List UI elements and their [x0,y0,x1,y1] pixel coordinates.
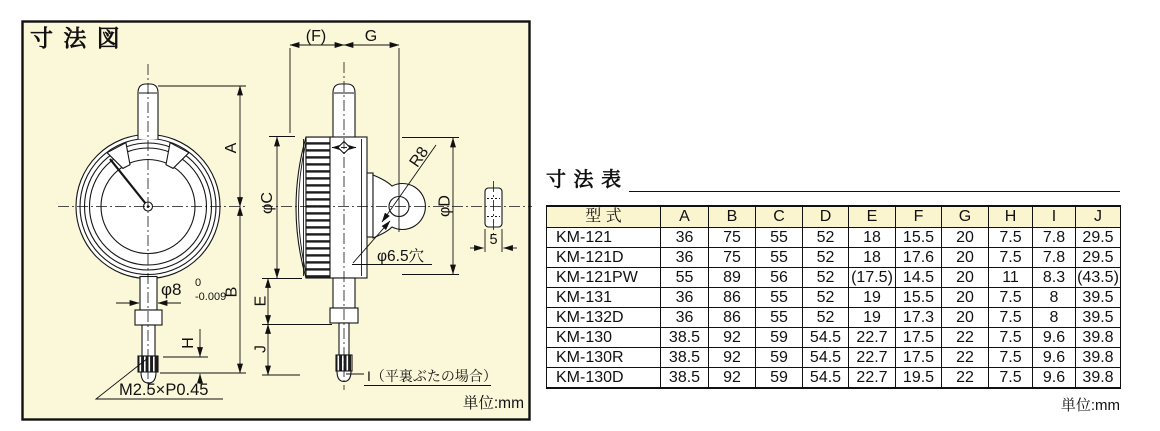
value-cell: 17.3 [896,308,942,328]
value-cell: 20 [942,268,989,288]
model-cell: KM-130D [547,368,661,389]
dimension-diagram [0,0,540,431]
value-cell: 9.6 [1033,328,1076,348]
value-cell: 36 [661,228,709,248]
value-cell: 14.5 [896,268,942,288]
dim-label-G: G [364,28,378,45]
value-cell: 7.5 [989,348,1033,368]
col-header-model: 型 式 [547,206,661,228]
col-header: G [942,206,989,228]
value-cell: 75 [709,248,756,268]
value-cell: (17.5) [849,268,896,288]
value-cell: 54.5 [803,348,849,368]
table-row [547,268,1121,288]
dim-label-F: (F) [305,28,327,45]
value-cell: 86 [709,308,756,328]
col-header: E [849,206,896,228]
value-cell: 39.5 [1076,308,1121,328]
table-row [547,328,1121,348]
col-header: C [756,206,803,228]
table-header-row [547,206,1121,228]
value-cell: 92 [709,368,756,389]
dim-label-phi8: φ8 [161,280,182,299]
table-row [547,348,1121,368]
col-header: B [709,206,756,228]
table-row [547,228,1121,248]
value-cell: 15.5 [896,288,942,308]
dim-label-E: E [252,295,270,307]
model-cell: KM-121 [547,228,661,248]
value-cell: 29.5 [1076,248,1121,268]
value-cell: 92 [709,348,756,368]
value-cell: 7.8 [1033,248,1076,268]
diagram-title: 寸 法 図 [30,25,122,51]
value-cell: 55 [756,288,803,308]
value-cell: 17.5 [896,348,942,368]
model-cell: KM-131 [547,288,661,308]
value-cell: 38.5 [661,328,709,348]
table-title-rule [629,191,1120,192]
dim-label-A: A [223,142,240,154]
table-row [547,308,1121,328]
value-cell: 55 [661,268,709,288]
col-header: D [803,206,849,228]
value-cell: 39.8 [1076,328,1121,348]
i-note-label: I（平裏ぶたの場合） [367,368,497,384]
model-cell: KM-130 [547,328,661,348]
value-cell: 17.5 [896,328,942,348]
value-cell: 8.3 [1033,268,1076,288]
dimension-table [546,205,1121,389]
value-cell: 17.6 [896,248,942,268]
value-cell: 22.7 [849,348,896,368]
col-header: I [1033,206,1076,228]
model-cell: KM-132D [547,308,661,328]
value-cell: 52 [803,248,849,268]
value-cell: (43.5) [1077,269,1119,286]
value-cell: 86 [709,288,756,308]
value-cell: 29.5 [1076,228,1121,248]
value-cell: 55 [756,248,803,268]
value-cell: 9.6 [1033,368,1076,389]
value-cell: 7.5 [989,248,1033,268]
value-cell: 22 [942,328,989,348]
value-cell: 56 [756,268,803,288]
table-unit-note: 単位:mm [1060,397,1120,414]
value-cell: 52 [803,308,849,328]
model-cell: KM-121PW [547,268,661,288]
value-cell: 54.5 [803,368,849,389]
dim-label-phiD: φD [436,195,454,217]
table-row [547,368,1121,389]
value-cell: 54.5 [803,328,849,348]
value-cell: 19 [849,288,896,308]
value-cell: 22 [942,368,989,389]
value-cell: 20 [942,248,989,268]
value-cell: 52 [803,288,849,308]
value-cell: 59 [756,348,803,368]
value-cell: 19 [849,308,896,328]
dim-label-R8: R8 [406,144,433,171]
value-cell: 38.5 [661,368,709,389]
value-cell: 15.5 [896,228,942,248]
value-cell: 59 [756,328,803,348]
value-cell: 7.8 [1033,228,1076,248]
col-header: J [1076,206,1121,228]
value-cell: 19.5 [896,368,942,389]
side-stem [333,84,355,139]
value-cell: 20 [942,228,989,248]
value-cell: 39.8 [1076,348,1121,368]
value-cell: 20 [942,288,989,308]
value-cell: 22.7 [849,368,896,389]
hole-label: φ6.5穴 [377,248,425,265]
value-cell: 9.6 [1033,348,1076,368]
value-cell: 7.5 [989,288,1033,308]
model-cell: KM-130R [547,348,661,368]
plate-thickness-label: 5 [489,232,498,248]
value-cell: 7.5 [989,228,1033,248]
value-cell: 18 [849,248,896,268]
bezel-knurl [306,137,330,278]
value-cell: 38.5 [661,348,709,368]
value-cell: 36 [661,288,709,308]
value-cell: 52 [803,268,849,288]
table-title: 寸 法 表 [546,169,623,191]
value-cell: 75 [709,228,756,248]
table-row [547,288,1121,308]
value-cell: 8 [1033,308,1076,328]
thread-spec-label: M2.5×P0.45 [119,381,209,399]
value-cell: 8 [1033,288,1076,308]
col-header: F [896,206,942,228]
table-row [547,248,1121,268]
value-cell: 7.5 [989,308,1033,328]
value-cell: 55 [756,308,803,328]
col-header: H [989,206,1033,228]
dim-label-J: J [252,345,270,353]
value-cell: 36 [661,248,709,268]
diagram-unit-note: 単位:mm [462,395,524,412]
value-cell: 89 [709,268,756,288]
value-cell: 52 [803,228,849,248]
value-cell: 11 [989,268,1033,288]
value-cell: 7.5 [989,368,1033,389]
tolerance-lower: -0.009 [195,291,227,303]
dim-label-phiC: φC [259,192,276,214]
value-cell: 59 [756,368,803,389]
value-cell: 7.5 [989,328,1033,348]
dim-label-B: B [223,286,241,298]
value-cell: 39.8 [1076,368,1121,389]
value-cell: 20 [942,308,989,328]
dim-label-H: H [180,337,197,349]
tolerance-upper: 0 [195,277,202,289]
value-cell: 92 [709,328,756,348]
value-cell: 22.7 [849,328,896,348]
col-header: A [661,206,709,228]
value-cell: 55 [756,228,803,248]
value-cell: 22 [942,348,989,368]
model-cell: KM-121D [547,248,661,268]
value-cell: 39.5 [1076,288,1121,308]
value-cell: 36 [661,308,709,328]
value-cell: 18 [849,228,896,248]
